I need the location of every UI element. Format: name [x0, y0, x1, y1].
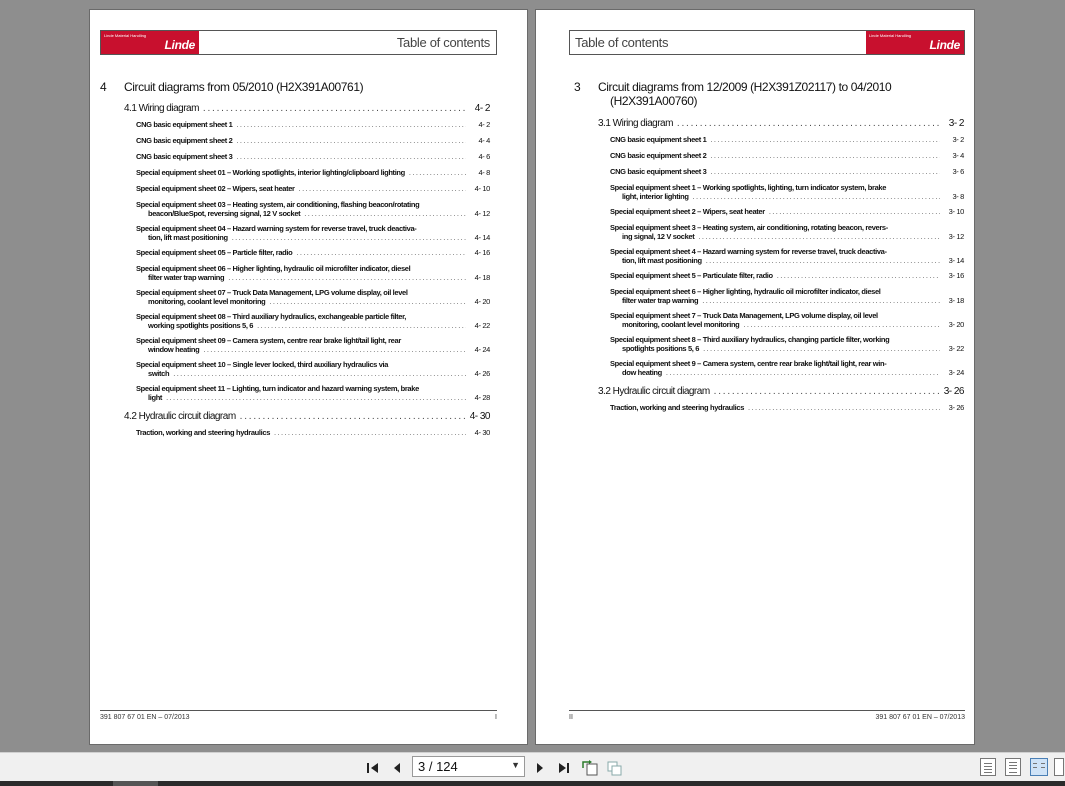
toc-entry-text: 3.2 Hydraulic circuit diagram [598, 386, 710, 397]
toc-entry-text: Special equipment sheet 4 – Hazard warning system for reverse travel, truck deactiva- [610, 247, 887, 256]
toc-entry-text: Traction, working and steering hydraulics [136, 428, 271, 437]
toc-entry[interactable] [124, 428, 490, 437]
dot-leader [409, 168, 466, 177]
toc-page-number: 4- 22 [474, 321, 490, 330]
dot-leader [236, 120, 466, 129]
two-page-continuous-view-icon[interactable] [1054, 758, 1064, 776]
toc-entry-text: 3.1 Wiring diagram [598, 118, 673, 129]
footer-doc-number: 391 807 67 01 EN – 07/2013 [875, 714, 965, 721]
previous-page-icon[interactable] [387, 757, 407, 779]
toc-entry-text: Special equipment sheet 01 – Working spotlights, interior lighting/clipboard lighting [136, 168, 405, 177]
dot-leader [702, 296, 940, 305]
toc-entry-text-cont: monitoring, coolant level monitoring [148, 297, 266, 306]
toc-entry-text-cont: working spotlights positions 5, 6 [148, 321, 254, 330]
toc-entry-text: Special equipment sheet 07 – Truck Data Management, LPG volume display, oil level [136, 288, 408, 297]
toc-entry-text: Special equipment sheet 02 – Wipers, seat heater [136, 184, 295, 193]
dot-leader [304, 209, 466, 218]
logo-brand: Linde [929, 38, 960, 52]
dot-leader [748, 403, 940, 412]
taskbar-strip [0, 781, 1065, 786]
dot-leader [269, 297, 466, 306]
dot-leader [714, 387, 940, 396]
toc-entry-text: Special equipment sheet 08 – Third auxiliary hydraulics, exchangeable particle filter, [136, 312, 407, 321]
toc-entry-text: Traction, working and steering hydraulics [610, 403, 745, 412]
toc-page-number: 4- 10 [474, 184, 490, 193]
toc-entry[interactable] [124, 120, 490, 129]
toc-entry[interactable] [598, 359, 964, 377]
toc-entry[interactable] [598, 335, 964, 353]
toc-entry-text: CNG basic equipment sheet 3 [136, 152, 233, 161]
toc-entry[interactable] [124, 168, 490, 177]
page-header [569, 30, 965, 55]
logo-tagline: Linde Material Handling [104, 33, 147, 38]
toc-section[interactable] [124, 104, 490, 113]
toc-page-number: 3- 26 [948, 403, 964, 412]
toc-entry-text: Special equipment sheet 03 – Heating system, air conditioning, flashing beacon/rotating [136, 200, 420, 209]
toc-entry-text: CNG basic equipment sheet 1 [136, 120, 233, 129]
dot-leader [703, 344, 940, 353]
toc-entry-text-cont: spotlights positions 5, 6 [622, 344, 700, 353]
toc-entry-text: Special equipment sheet 1 – Working spotlights, lighting, turn indicator system, brake [610, 183, 887, 192]
toc-page-number: 4- 18 [474, 273, 490, 282]
toc-entry[interactable] [124, 312, 490, 330]
toc-page-number: 4- 24 [474, 345, 490, 354]
toc-page-number: 4- 6 [478, 152, 490, 161]
toc-entry-text: Special equipment sheet 9 – Camera system, centre rear brake light/tail light, rear win- [610, 359, 887, 368]
toc-entry-text-cont: filter water trap warning [622, 296, 699, 305]
toc-page-number: 3- 26 [943, 386, 964, 397]
toc-page-number: 3- 6 [952, 167, 964, 176]
toc-entry-text: Special equipment sheet 2 – Wipers, seat heater [610, 207, 765, 216]
toc-page-number: 4- 12 [474, 209, 490, 218]
toc-entry-text: Special equipment sheet 09 – Camera system, centre rear brake light/tail light, rear [136, 336, 401, 345]
toc-entry-text-cont: beacon/BlueSpot, reversing signal, 12 V socket [148, 209, 301, 218]
toc-entry[interactable] [598, 311, 964, 329]
toc-entry-text: CNG basic equipment sheet 3 [610, 167, 707, 176]
toc-page-number: 4- 30 [469, 411, 490, 422]
toc-entry-text: Special equipment sheet 7 – Truck Data Management, LPG volume display, oil level [610, 311, 878, 320]
toc-entry-text: Special equipment sheet 5 – Particulate filter, radio [610, 271, 773, 280]
toc-entry-text: Special equipment sheet 11 – Lighting, turn indicator and hazard warning system, brake [136, 384, 419, 393]
toc-page-number: 3- 20 [948, 320, 964, 329]
dot-leader [240, 412, 466, 421]
toc-entry-text-cont: filter water trap warning [148, 273, 225, 282]
toc-entry[interactable] [598, 207, 964, 216]
page-number-value: 3 / 124 [418, 759, 458, 774]
toc-page-number: 3- 2 [952, 135, 964, 144]
toc-page-number: 4- 28 [474, 393, 490, 402]
dot-leader [693, 192, 940, 201]
toc-page-number: 4- 30 [474, 428, 490, 437]
toc-entry[interactable] [598, 403, 964, 412]
chapter-number: 4 [100, 80, 107, 94]
dot-leader [777, 271, 940, 280]
linde-logo [101, 31, 199, 54]
toc-entry[interactable] [124, 384, 490, 402]
page-number-select[interactable] [412, 756, 525, 777]
toc-entry[interactable] [124, 264, 490, 282]
toc-entry-text: CNG basic equipment sheet 1 [610, 135, 707, 144]
first-page-icon[interactable] [363, 757, 383, 779]
toc-entry[interactable] [124, 224, 490, 242]
dot-leader [299, 184, 466, 193]
toc-entry[interactable] [598, 271, 964, 280]
footer-page-number: II [569, 714, 573, 721]
dot-leader [203, 345, 466, 354]
toc-section[interactable] [598, 119, 964, 128]
header-title: Table of contents [396, 35, 490, 50]
last-page-icon[interactable] [554, 757, 574, 779]
toc-entry[interactable] [124, 152, 490, 161]
toc-page-number: 3- 14 [948, 256, 964, 265]
toc-page-number: 4- 8 [478, 168, 490, 177]
linde-logo [866, 31, 964, 54]
toc-entry-text: Special equipment sheet 04 – Hazard warning system for reverse travel, truck deactiva- [136, 224, 417, 233]
page-footer [569, 710, 965, 726]
page-right [535, 9, 975, 745]
dot-leader [257, 321, 466, 330]
dot-leader [666, 368, 940, 377]
dot-leader [203, 104, 466, 113]
dot-leader [677, 119, 940, 128]
toc-entry-text: CNG basic equipment sheet 2 [136, 136, 233, 145]
copy-icon[interactable] [605, 757, 625, 779]
dot-leader [769, 207, 940, 216]
toc-page-number: 3- 18 [948, 296, 964, 305]
toc-entry-text: Special equipment sheet 8 – Third auxiliary hydraulics, changing particle filter, working [610, 335, 890, 344]
dot-leader [173, 369, 466, 378]
chevron-down-icon: ▼ [511, 760, 520, 770]
header-title: Table of contents [575, 35, 669, 50]
dot-leader [706, 256, 940, 265]
page-footer [100, 710, 497, 726]
toc-page-number: 3- 12 [948, 232, 964, 241]
dot-leader [710, 167, 940, 176]
logo-tagline: Linde Material Handling [869, 33, 912, 38]
toc-entry-text: CNG basic equipment sheet 2 [610, 151, 707, 160]
page-header [100, 30, 497, 55]
chapter-number: 3 [574, 80, 581, 94]
toc-entry[interactable] [124, 360, 490, 378]
toc-section[interactable] [124, 412, 490, 421]
toc-page-number: 3- 8 [952, 192, 964, 201]
dot-leader [232, 233, 466, 242]
toc-page-number: 3- 10 [948, 207, 964, 216]
dot-leader [228, 273, 466, 282]
dot-leader [274, 428, 466, 437]
toc-entry[interactable] [598, 183, 964, 201]
toc-entry[interactable] [598, 247, 964, 265]
toc-entry-text-cont: monitoring, coolant level monitoring [622, 320, 740, 329]
toc-entry[interactable] [598, 151, 964, 160]
toc-page-number: 4- 26 [474, 369, 490, 378]
toc-page-number: 3- 24 [948, 368, 964, 377]
dot-leader [698, 232, 940, 241]
toc-page-number: 4- 2 [474, 103, 490, 114]
toc-entry-text-cont: window heating [148, 345, 200, 354]
toc-entry[interactable] [598, 223, 964, 241]
toc-entry[interactable] [124, 136, 490, 145]
toc-page-number: 3- 2 [948, 118, 964, 129]
toc-entry-text-cont: light, interior lighting [622, 192, 689, 201]
toc-entry-text-cont: tion, lift mast positioning [622, 256, 702, 265]
toc-entry[interactable] [598, 287, 964, 305]
toc-entry[interactable] [124, 288, 490, 306]
dot-leader [743, 320, 940, 329]
toc-entry-text: Special equipment sheet 06 – Higher lighting, hydraulic oil microfilter indicator, diesel [136, 264, 411, 273]
toc-entry-text-cont: light [148, 393, 163, 402]
toc-entry-text-cont: switch [148, 369, 170, 378]
footer-doc-number: 391 807 67 01 EN – 07/2013 [100, 714, 190, 721]
toc-section[interactable] [598, 387, 964, 396]
toc-entry-text: Special equipment sheet 3 – Heating system, air conditioning, rotating beacon, revers- [610, 223, 888, 232]
chapter-title-line2: (H2X391A00760) [610, 94, 698, 108]
toc-entry-text: Special equipment sheet 6 – Higher lighting, hydraulic oil microfilter indicator, diesel [610, 287, 881, 296]
toc-page-number: 3- 22 [948, 344, 964, 353]
toc-page-number: 4- 14 [474, 233, 490, 242]
logo-brand: Linde [164, 38, 195, 52]
toc-entry[interactable] [124, 200, 490, 218]
toc-entry[interactable] [124, 184, 490, 193]
page-left [89, 9, 528, 745]
toc-entry[interactable] [124, 336, 490, 354]
toc-page-number: 3- 16 [948, 271, 964, 280]
dot-leader [710, 151, 940, 160]
toc-entry[interactable] [598, 167, 964, 176]
toc-entry[interactable] [124, 248, 490, 257]
toc-page-number: 4- 2 [478, 120, 490, 129]
dot-leader [296, 248, 466, 257]
toc-entry[interactable] [598, 135, 964, 144]
toc-entry-text-cont: ing signal, 12 V socket [622, 232, 695, 241]
toc-entry-text: 4.2 Hydraulic circuit diagram [124, 411, 236, 422]
toc-entry-text: 4.1 Wiring diagram [124, 103, 199, 114]
two-page-view-icon[interactable] [1030, 758, 1048, 776]
toc-entry-text-cont: tion, lift mast positioning [148, 233, 228, 242]
toc-page-number: 4- 16 [474, 248, 490, 257]
dot-leader [236, 136, 466, 145]
toc-page-number: 3- 4 [952, 151, 964, 160]
toc-page-number: 4- 4 [478, 136, 490, 145]
dot-leader [710, 135, 940, 144]
dot-leader [236, 152, 466, 161]
toc-page-number: 4- 20 [474, 297, 490, 306]
continuous-view-icon[interactable] [1005, 758, 1021, 776]
toc-entry-text: Special equipment sheet 10 – Single lever locked, third auxiliary hydraulics via [136, 360, 389, 369]
footer-page-number: I [495, 714, 497, 721]
next-page-icon[interactable] [530, 757, 550, 779]
chapter-title: Circuit diagrams from 05/2010 (H2X391A00761) [124, 80, 364, 94]
toc-entry-text: Special equipment sheet 05 – Particle filter, radio [136, 248, 293, 257]
single-page-view-icon[interactable] [980, 758, 996, 776]
chapter-title: Circuit diagrams from 12/2009 (H2X391Z02117) to 04/2010 [598, 80, 892, 94]
dot-leader [166, 393, 466, 402]
rotate-icon[interactable] [580, 757, 600, 779]
toc-entry-text-cont: dow heating [622, 368, 662, 377]
